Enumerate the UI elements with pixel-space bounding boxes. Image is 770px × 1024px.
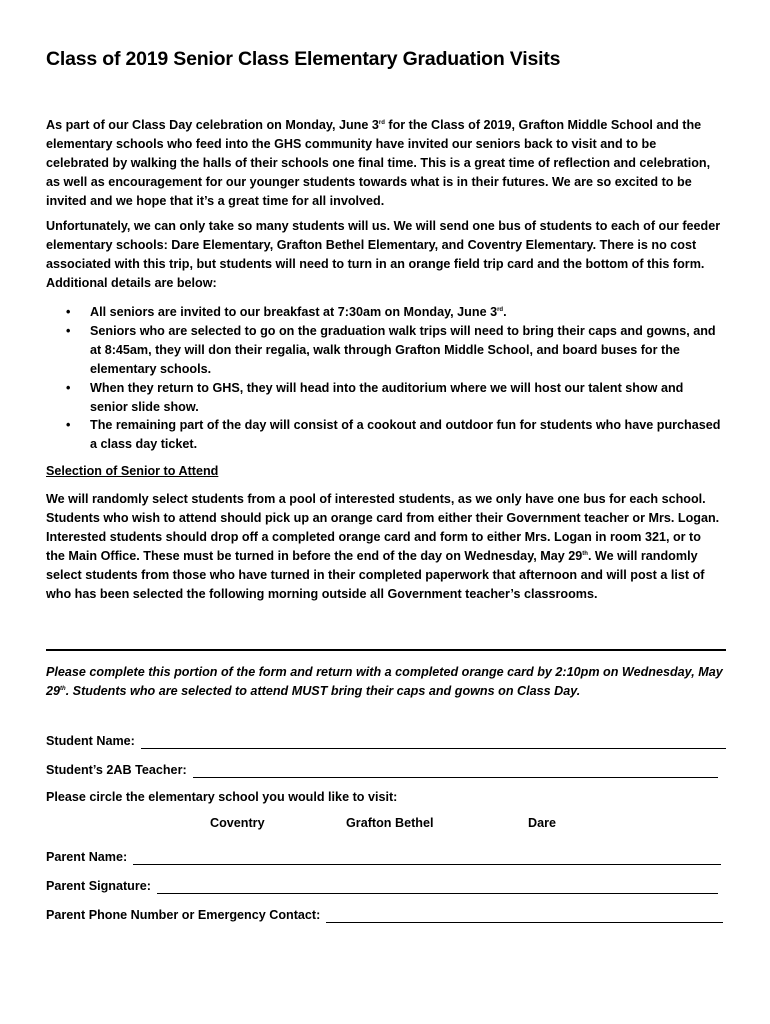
intro-text: As part of our Class Day celebration on Monday, June 3 (46, 118, 379, 132)
list-item (46, 322, 722, 379)
list-item (46, 303, 722, 322)
parent-name-field (46, 845, 721, 865)
selection-paragraph (46, 490, 722, 603)
school-choice-prompt: Please circle the elementary school you would like to visit: (46, 790, 398, 804)
intro-text-continued: for the Class of 2019, Grafton Middle School and the elementary schools who feed into the GHS community have invited our seniors back to visit and to be celebrated by walking the halls of their schools one final time. This is a great time of reflection and celebration, as well as encouragement for our younger students towards what is in their futures. We are so excited to be invited and we hope that it’s a great time for all involved. (46, 118, 711, 208)
list-item (46, 379, 722, 417)
phone-label: Parent Phone Number or Emergency Contact: (46, 908, 321, 922)
list-item-text: When they return to GHS, they will head into the auditorium where we will host our talent show and senior slide show. (90, 380, 684, 414)
divider (46, 649, 726, 651)
superscript: th (60, 685, 66, 692)
bullet-icon: • (66, 305, 71, 319)
school-option-grafton-bethel[interactable]: Grafton Bethel (346, 816, 434, 830)
student-name-label: Student Name: (46, 734, 135, 748)
school-option-dare[interactable]: Dare (528, 816, 557, 830)
form-instructions-text-continued: . Students who are selected to attend MUST bring their caps and gowns on Class Day. (65, 683, 581, 698)
parent-signature-label: Parent Signature: (46, 879, 151, 893)
bullet-icon: • (66, 380, 71, 395)
list-item-text-end: . (503, 305, 507, 319)
phone-blank[interactable] (326, 908, 723, 923)
student-name-blank[interactable] (141, 734, 726, 749)
details-list (46, 303, 722, 454)
phone-field (46, 903, 723, 923)
list-item-text: All seniors are invited to our breakfast at 7:30am on Monday, June 3 (90, 305, 498, 319)
parent-name-label: Parent Name: (46, 850, 128, 864)
list-item-text: The remaining part of the day will consist of a cookout and outdoor fun for students who have purchased a class day ticket. (90, 418, 721, 452)
school-option-coventry[interactable]: Coventry (210, 816, 265, 830)
bullet-icon: • (66, 418, 71, 433)
selection-text: We will randomly select students from a pool of interested students, as we only have one bus for each school. Students who wish to attend should pick up an orange card from either their Government teacher or Mrs. Logan. Interested students should drop off a completed orange card and form to either Mrs. Logan in room 321, or to the Main Office. These must be turned in before the end of the day on Wednesday, May 29 (46, 492, 720, 563)
selection-text-continued: . We will randomly select students from those who have turned in their completed paperwork that afternoon and will post a list of who has been selected the following morning outside all Government teacher’s classrooms. (46, 548, 705, 601)
section-heading: Selection of Senior to Attend (46, 464, 219, 478)
superscript: rd (378, 119, 385, 126)
teacher-field (46, 758, 718, 778)
teacher-blank[interactable] (193, 763, 718, 778)
superscript: th (582, 550, 588, 557)
list-item (46, 416, 722, 454)
intro-paragraph (46, 116, 722, 211)
parent-signature-field (46, 874, 718, 894)
parent-signature-blank[interactable] (157, 879, 718, 894)
document-title: Class of 2019 Senior Class Elementary Graduation Visits (46, 48, 561, 70)
bullet-icon: • (66, 323, 71, 338)
form-instructions (46, 663, 726, 701)
details-paragraph: Unfortunately, we can only take so many students will us. We will send one bus of students to each of our feeder elementary schools: Dare Elementary, Grafton Bethel Elementary, and Coventry Elementary. There is no cost associated with this trip, but students will need to turn in an orange field trip card and the bottom of this form. Additional details are below: (46, 219, 721, 290)
teacher-label: Student’s 2AB Teacher: (46, 763, 187, 777)
student-name-field (46, 729, 726, 749)
parent-name-blank[interactable] (133, 850, 721, 865)
superscript: rd (497, 306, 504, 313)
form-instructions-text: Please complete this portion of the form and return with a completed orange card by 2:10pm on Wednesday, May 29 (46, 665, 723, 698)
list-item-text: Seniors who are selected to go on the graduation walk trips will need to bring their caps and gowns, and at 8:45am, they will don their regalia, walk through Grafton Middle School, and board buses for the elementary schools. (90, 323, 716, 376)
